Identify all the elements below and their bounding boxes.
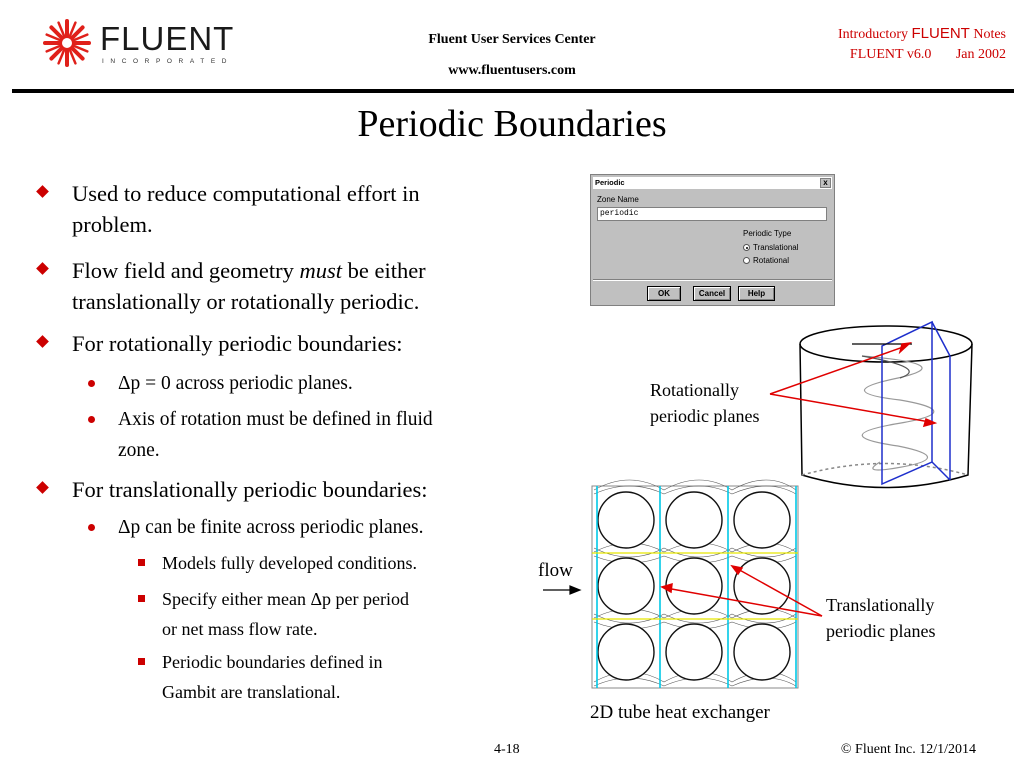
bullet-text: Periodic boundaries defined in xyxy=(162,652,383,672)
diamond-bullet-icon xyxy=(36,262,49,275)
periodic-dialog xyxy=(590,174,835,306)
header-notes: Notes xyxy=(973,27,1006,42)
bullet-text: For translationally periodic boundaries: xyxy=(72,477,428,502)
translational-label-arrows xyxy=(662,566,822,616)
dot-bullet-icon xyxy=(88,380,95,387)
dot-bullet-icon xyxy=(88,524,95,531)
bullet-text: For rotationally periodic boundaries: xyxy=(72,331,403,356)
logo-wordmark: FLUENT xyxy=(100,20,235,57)
diamond-bullet-icon xyxy=(36,481,49,494)
header-intro: Introductory xyxy=(838,27,908,42)
rotational-label-arrows xyxy=(770,343,935,426)
page-number: 4-18 xyxy=(494,742,520,757)
radio-label: Translational xyxy=(753,243,799,252)
figure-caption: 2D tube heat exchanger xyxy=(590,702,770,723)
bullet-text: or net mass flow rate. xyxy=(162,619,318,639)
bullet-emphasis: must xyxy=(299,258,342,283)
rotational-planes-label xyxy=(650,377,759,429)
header-divider xyxy=(12,89,1014,93)
flow-label: flow xyxy=(538,560,573,581)
logo-subtitle: INCORPORATED xyxy=(102,58,234,65)
help-button[interactable]: Help xyxy=(738,286,775,301)
header-center-title: Fluent User Services Center xyxy=(428,32,596,47)
bullet-text: Axis of rotation must be defined in fluid xyxy=(118,409,433,430)
translational-periodic-lines xyxy=(597,486,796,688)
header-center-url: www.fluentusers.com xyxy=(448,63,576,78)
label-text: periodic planes xyxy=(826,621,936,641)
square-bullet-icon xyxy=(138,658,145,665)
zone-name-label: Zone Name xyxy=(597,195,639,204)
radio-rotational[interactable] xyxy=(743,256,789,265)
tube-bank xyxy=(592,480,798,688)
bullet-text: zone. xyxy=(118,440,160,461)
flow-arrow-icon xyxy=(543,586,580,594)
helical-streamline xyxy=(862,356,934,470)
header-center xyxy=(380,24,644,86)
bullet-text: Δp can be finite across periodic planes. xyxy=(118,517,424,538)
label-text: Translationally xyxy=(826,595,935,615)
bullet-text: problem. xyxy=(72,212,153,237)
bullet-text: Flow field and geometry xyxy=(72,258,300,283)
bullet-text: Models fully developed conditions. xyxy=(162,553,417,573)
header-brand: FLUENT xyxy=(911,25,970,42)
close-icon[interactable]: x xyxy=(820,178,831,188)
periodic-type-label: Periodic Type xyxy=(743,229,792,238)
label-text: periodic planes xyxy=(650,406,760,426)
bullet-text: Gambit are translational. xyxy=(162,682,341,702)
translational-planes-label xyxy=(826,592,935,644)
rotational-cylinder xyxy=(800,326,972,488)
radio-translational[interactable] xyxy=(743,243,799,252)
dot-bullet-icon xyxy=(88,416,95,423)
bullet-text: be either xyxy=(341,258,426,283)
radio-label: Rotational xyxy=(753,256,790,265)
header-version: FLUENT v6.0 xyxy=(849,47,932,62)
label-text: Rotationally xyxy=(650,380,739,400)
header-date: Jan 2002 xyxy=(955,47,1006,62)
fluent-starburst-icon xyxy=(42,18,92,68)
diamond-bullet-icon xyxy=(36,335,49,348)
zone-name-input[interactable]: periodic xyxy=(597,207,827,221)
copyright: © Fluent Inc. 12/1/2014 xyxy=(840,742,976,757)
fluent-logo xyxy=(42,18,235,68)
page-title: Periodic Boundaries xyxy=(357,103,667,145)
rotational-periodic-planes xyxy=(882,322,950,484)
dialog-title: Periodic xyxy=(595,178,625,187)
dialog-titlebar xyxy=(593,177,832,189)
square-bullet-icon xyxy=(138,595,145,602)
bullet-text: translationally or rotationally periodic. xyxy=(72,289,420,314)
radio-unselected-icon xyxy=(743,257,750,264)
diamond-bullet-icon xyxy=(36,185,49,198)
square-bullet-icon xyxy=(138,559,145,566)
ok-button[interactable]: OK xyxy=(647,286,681,301)
dialog-separator xyxy=(593,279,832,281)
radio-selected-icon xyxy=(743,244,750,251)
header-right xyxy=(838,24,1006,65)
bullet-text: Specify either mean Δp per period xyxy=(162,589,409,609)
cancel-button[interactable]: Cancel xyxy=(693,286,731,301)
bullet-text: Δp = 0 across periodic planes. xyxy=(118,373,353,394)
bullet-text: Used to reduce computational effort in xyxy=(72,181,420,206)
